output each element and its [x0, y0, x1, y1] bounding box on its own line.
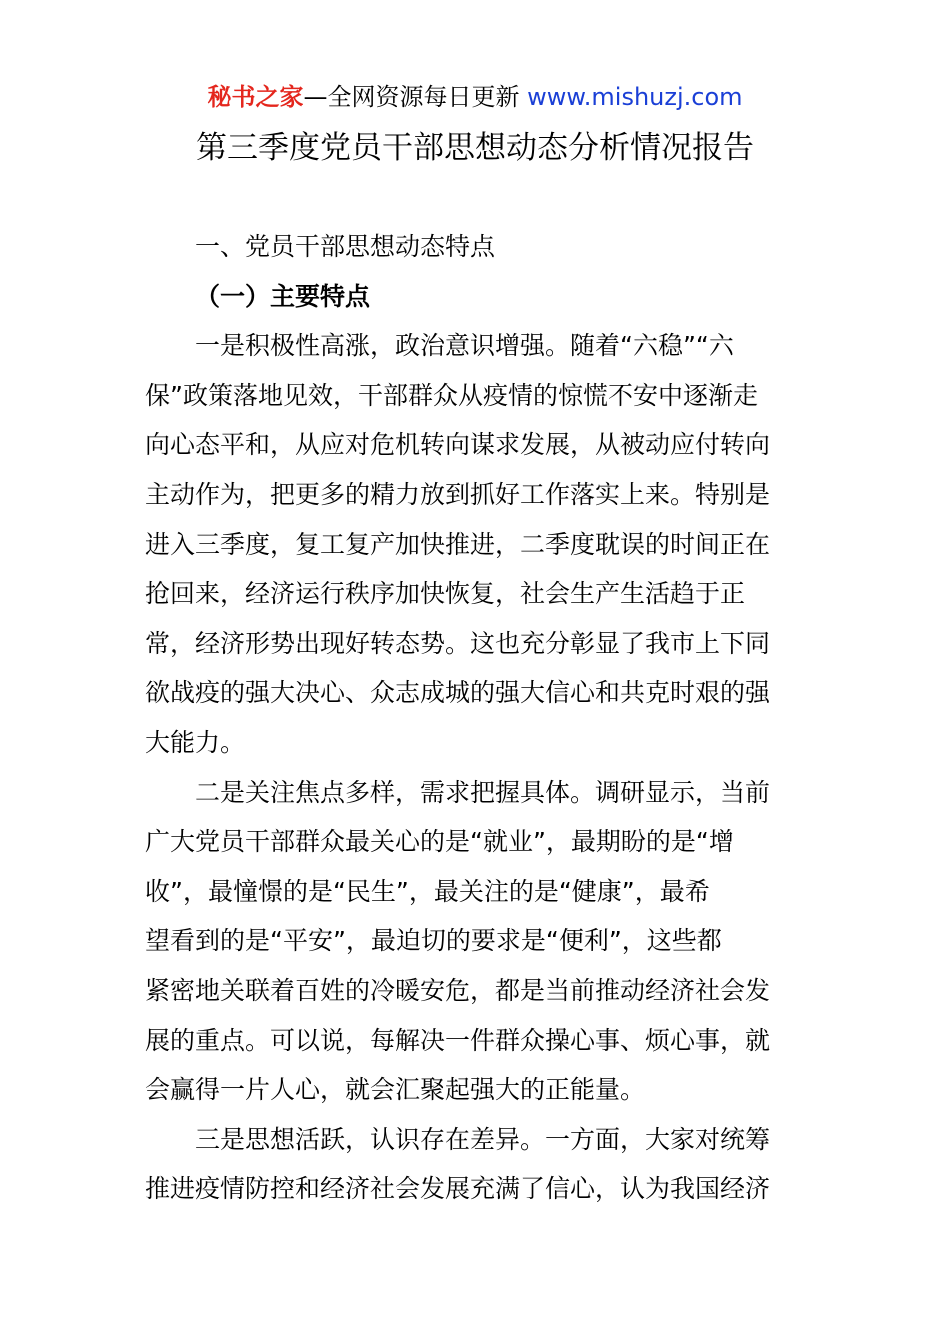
document-title: 第三季度党员干部思想动态分析情况报告 — [196, 130, 754, 166]
section-heading: 一、党员干部思想动态特点 — [195, 232, 496, 261]
paragraph-line: 欲战疫的强大决心、众志成城的强大信心和共克时艰的强 — [145, 678, 771, 708]
paragraph-line: 推进疫情防控和经济社会发展充满了信心，认为我国经济 — [145, 1174, 771, 1204]
subsection-heading: （一）主要特点 — [195, 281, 371, 311]
paragraph-line: 望看到的是“平安”，最迫切的要求是“便利”，这些都 — [145, 926, 722, 956]
paragraph-line: 保”政策落地见效，干部群众从疫情的惊慌不安中逐渐走 — [145, 380, 758, 410]
paragraph-line: 一是积极性高涨，政治意识增强。随着“六稳”“六 — [195, 331, 734, 361]
paragraph-line: 向心态平和，从应对危机转向谋求发展，从被动应付转向 — [145, 430, 771, 460]
paragraph-line: 常，经济形势出现好转态势。这也充分彰显了我市上下同 — [145, 628, 771, 658]
site-url[interactable]: www.mishuzj.com — [519, 83, 743, 111]
paragraph-line: 展的重点。可以说，每解决一件群众操心事、烦心事，就 — [145, 1025, 771, 1055]
header-tagline: —全网资源每日更新 — [303, 83, 520, 111]
paragraph-line: 主动作为，把更多的精力放到抓好工作落实上来。特别是 — [145, 479, 771, 509]
paragraph-line: 进入三季度，复工复产加快推进，二季度耽误的时间正在 — [145, 529, 771, 559]
paragraph-line: 三是思想活跃，认识存在差异。一方面，大家对统筹 — [195, 1124, 771, 1154]
paragraph-line: 广大党员干部群众最关心的是“就业”，最期盼的是“增 — [145, 827, 734, 857]
brand-name: 秘书之家 — [207, 83, 304, 111]
document-body — [145, 222, 807, 1214]
paragraph-line: 大能力。 — [145, 727, 246, 757]
paragraph-line: 二是关注焦点多样，需求把握具体。调研显示，当前 — [195, 777, 771, 807]
paragraph-line: 抢回来，经济运行秩序加快恢复，社会生产生活趋于正 — [145, 579, 746, 609]
paragraph-line: 紧密地关联着百姓的冷暖安危，都是当前推动经济社会发 — [145, 975, 771, 1005]
paragraph-line: 会赢得一片人心，就会汇聚起强大的正能量。 — [145, 1075, 646, 1105]
site-header — [0, 80, 950, 114]
paragraph-line: 收”，最憧憬的是“民生”，最关注的是“健康”，最希 — [145, 876, 710, 906]
